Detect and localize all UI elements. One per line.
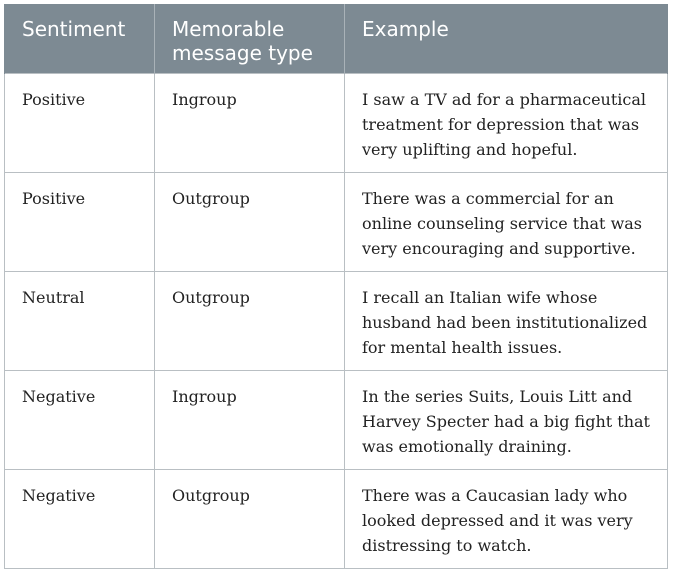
cell-sentiment: Neutral [5,272,155,371]
cell-example: I saw a TV ad for a pharmaceutical treatment for depression that was very uplifting and hopeful. [345,74,668,173]
header-example: Example [345,5,668,74]
table-row [5,470,668,569]
table-body [5,74,668,569]
cell-example: In the series Suits, Louis Litt and Harvey Specter had a big fight that was emotionally draining. [345,371,668,470]
cell-sentiment: Positive [5,173,155,272]
cell-message-type: Ingroup [155,371,345,470]
cell-example: There was a Caucasian lady who looked depressed and it was very distressing to watch. [345,470,668,569]
table-header [5,5,668,74]
header-sentiment: Sentiment [5,5,155,74]
table-row [5,74,668,173]
table-row [5,173,668,272]
cell-sentiment: Negative [5,371,155,470]
cell-message-type: Ingroup [155,74,345,173]
table-row [5,371,668,470]
cell-sentiment: Negative [5,470,155,569]
cell-example: There was a commercial for an online counseling service that was very encouraging and supportive. [345,173,668,272]
cell-example: I recall an Italian wife whose husband had been institutionalized for mental health issues. [345,272,668,371]
cell-message-type: Outgroup [155,272,345,371]
sentiment-table [4,4,668,569]
table-row [5,272,668,371]
cell-message-type: Outgroup [155,173,345,272]
cell-sentiment: Positive [5,74,155,173]
header-message-type: Memorable message type [155,5,345,74]
header-row [5,5,668,74]
cell-message-type: Outgroup [155,470,345,569]
